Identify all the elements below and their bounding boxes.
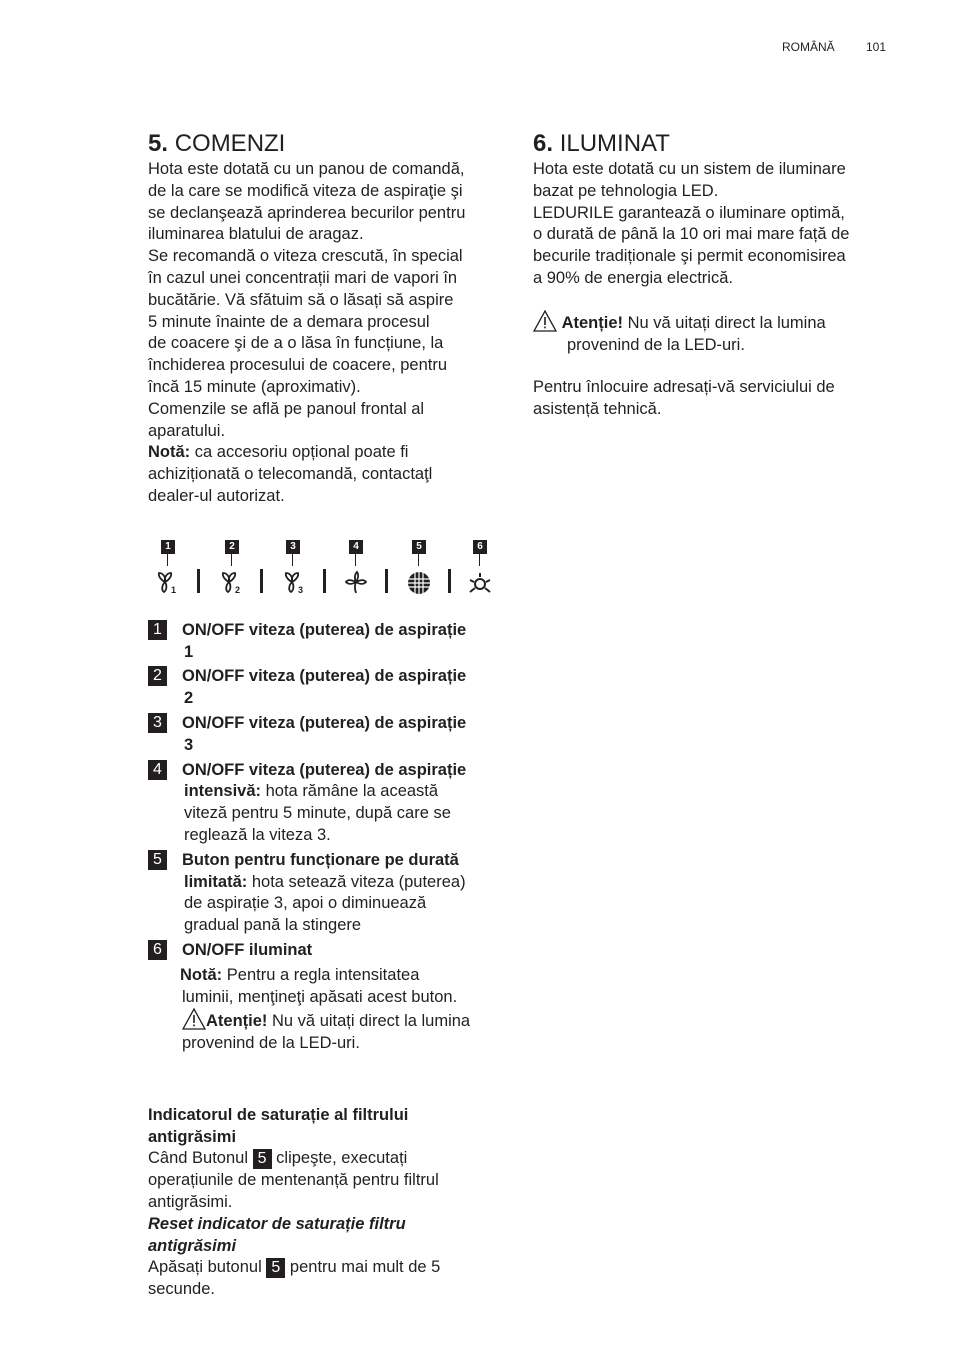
item-desc: reglează la viteza 3. bbox=[184, 825, 331, 844]
panel-leader-line bbox=[355, 554, 356, 566]
text-line: o durată de până la 10 ori mai mare față de bbox=[533, 225, 850, 244]
item-title: ON/OFF viteza (puterea) de aspirație bbox=[182, 667, 467, 686]
item-number: 3 bbox=[148, 713, 167, 733]
iluminat-intro bbox=[533, 159, 893, 290]
item-title-cont: 3 bbox=[184, 735, 194, 754]
text-span: Când Butonul bbox=[148, 1149, 253, 1168]
filter-heading: Indicatorul de saturație al filtrului bbox=[148, 1105, 409, 1124]
warning-line bbox=[533, 310, 893, 335]
item-number: 2 bbox=[148, 666, 167, 686]
filter-saturation-section bbox=[148, 1105, 508, 1301]
item-desc: de aspirație 3, apoi o diminuează bbox=[184, 894, 427, 913]
warning-text: Nu vă uitați direct la lumina bbox=[623, 313, 826, 332]
panel-divider bbox=[260, 569, 263, 593]
item-desc: viteză pentru 5 minute, după care se bbox=[184, 804, 451, 823]
panel-leader-line bbox=[231, 554, 232, 566]
text-line: bucătărie. Vă sfătuim să o lăsați să aspire bbox=[148, 290, 454, 309]
panel-divider bbox=[197, 569, 200, 593]
text-line: a 90% de energia electrică. bbox=[533, 268, 733, 287]
panel-divider bbox=[448, 569, 451, 593]
text-line: bazat pe tehnologia LED. bbox=[533, 181, 719, 200]
text-line: operațiunile de mentenanță pentru filtrul bbox=[148, 1171, 439, 1190]
item-desc: gradual pană la stingere bbox=[184, 916, 362, 935]
text-line: Se recomandă o viteza crescută, în special bbox=[148, 247, 463, 266]
svg-text:1: 1 bbox=[171, 584, 177, 595]
filter-timer-icon[interactable] bbox=[406, 570, 432, 596]
control-panel-diagram bbox=[148, 540, 508, 620]
item-title: ON/OFF iluminat bbox=[182, 940, 313, 959]
text-line bbox=[148, 1257, 508, 1279]
panel-leader-line bbox=[167, 554, 168, 566]
panel-tag: 1 bbox=[161, 540, 175, 554]
item-title-cont: limitată: bbox=[184, 872, 248, 891]
text-line: aparatului. bbox=[148, 421, 226, 440]
warning-line bbox=[180, 1008, 508, 1033]
reset-heading-cont: antigrăsimi bbox=[148, 1236, 237, 1255]
controls-list bbox=[148, 620, 508, 1055]
fan-intensive-icon[interactable] bbox=[343, 570, 369, 596]
section-title: ILUMINAT bbox=[559, 130, 670, 157]
warning-icon bbox=[533, 310, 557, 332]
panel-leader-line bbox=[418, 554, 419, 566]
text-line: LEDURILE garantează o iluminare optimă, bbox=[533, 203, 845, 222]
text-line: Pentru înlocuire adresați-vă serviciului de bbox=[533, 378, 835, 397]
item-title-cont: intensivă: bbox=[184, 782, 262, 801]
warning-text: Nu vă uitați direct la lumina bbox=[267, 1012, 471, 1031]
item-title: Buton pentru funcționare pe durată bbox=[182, 850, 459, 869]
svg-text:3: 3 bbox=[298, 584, 304, 595]
warning-text: provenind de la LED-uri. bbox=[567, 335, 745, 354]
filter-heading-cont: antigrăsimi bbox=[148, 1127, 237, 1146]
text-line: încă 15 minute (aproximativ). bbox=[148, 377, 361, 396]
text-line: de la care se modifică viteza de aspiraţie şi bbox=[148, 181, 463, 200]
warning-label: Atenție! bbox=[206, 1012, 268, 1031]
panel-tag: 2 bbox=[225, 540, 239, 554]
text-line: în cazul unei concentrații mari de vapori în bbox=[148, 268, 458, 287]
list-item bbox=[148, 666, 508, 710]
item-number: 6 bbox=[148, 940, 167, 960]
light-icon[interactable] bbox=[467, 570, 493, 596]
text-line: achiziționată o telecomandă, contactaţl bbox=[148, 465, 433, 484]
list-item bbox=[148, 760, 508, 847]
iluminat-warning bbox=[533, 310, 893, 357]
service-note bbox=[533, 377, 893, 421]
note-text: luminii, menţineţi apăsati acest buton. bbox=[182, 987, 458, 1006]
text-line bbox=[148, 1148, 508, 1170]
text-line: 5 minute înainte de a demara procesul bbox=[148, 312, 430, 331]
text-span: clipeşte, executați bbox=[271, 1149, 408, 1168]
note-text: ca accesoriu opțional poate fi bbox=[190, 443, 409, 462]
button-5-ref: 5 bbox=[266, 1258, 285, 1278]
note-text: Pentru a regla intensitatea bbox=[222, 965, 420, 984]
header-language: ROMÂNĂ bbox=[781, 40, 835, 54]
list-item bbox=[148, 713, 508, 757]
section-heading-iluminat bbox=[533, 130, 893, 158]
panel-leader-line bbox=[479, 554, 480, 566]
warning-label: Atenție! bbox=[561, 313, 624, 332]
item6-note bbox=[148, 965, 508, 1055]
item-number: 5 bbox=[148, 850, 167, 870]
fan-speed-2-icon[interactable] bbox=[218, 570, 244, 596]
item-title-cont: 2 bbox=[184, 689, 194, 708]
text-line: iluminarea blatului de aragaz. bbox=[148, 225, 364, 244]
list-item bbox=[148, 940, 508, 962]
text-line: Hota este dotată cu un sistem de iluminare bbox=[533, 160, 846, 178]
section-number: 6. bbox=[533, 130, 554, 157]
text-line: asistență tehnică. bbox=[533, 400, 662, 419]
warning-text: provenind de la LED-uri. bbox=[182, 1034, 360, 1053]
item-title: ON/OFF viteza (puterea) de aspirație bbox=[182, 713, 467, 732]
section-heading-comenzi bbox=[148, 130, 508, 158]
panel-tag: 4 bbox=[349, 540, 363, 554]
text-line: Comenzile se află pe panoul frontal al bbox=[148, 399, 425, 418]
item-title: ON/OFF viteza (puterea) de aspirație bbox=[182, 760, 467, 779]
item-title: ON/OFF viteza (puterea) de aspirație bbox=[182, 620, 467, 639]
panel-divider bbox=[385, 569, 388, 593]
text-line: închiderea procesului de coacere, pentru bbox=[148, 356, 448, 375]
text-line: antigrăsimi. bbox=[148, 1193, 233, 1212]
item-title-cont: 1 bbox=[184, 642, 194, 661]
reset-heading: Reset indicator de saturație filtru bbox=[148, 1214, 406, 1233]
item-number: 1 bbox=[148, 620, 167, 640]
fan-speed-3-icon[interactable] bbox=[281, 570, 307, 596]
text-line: dealer-ul autorizat. bbox=[148, 486, 285, 505]
text-line: de coacere şi de a o lăsa în funcțiune, la bbox=[148, 334, 444, 353]
section-title: COMENZI bbox=[174, 130, 286, 157]
panel-tag: 6 bbox=[473, 540, 487, 554]
text-span: pentru mai mult de 5 bbox=[285, 1258, 441, 1277]
page-number: 101 bbox=[865, 40, 886, 54]
comenzi-intro bbox=[148, 159, 508, 508]
list-item bbox=[148, 850, 508, 937]
text-line bbox=[148, 442, 508, 464]
button-5-ref: 5 bbox=[253, 1149, 272, 1169]
item-desc: hota setează viteza (puterea) bbox=[247, 872, 466, 891]
panel-tag: 5 bbox=[412, 540, 426, 554]
note-label: Notă: bbox=[148, 443, 191, 462]
note-label: Notă: bbox=[180, 965, 223, 984]
section-iluminat bbox=[533, 130, 893, 421]
text-line: Hota este dotată cu un panou de comandă, bbox=[148, 160, 465, 178]
panel-divider bbox=[323, 569, 326, 593]
text-line: becurile tradiționale şi permit economisirea bbox=[533, 247, 846, 266]
svg-text:2: 2 bbox=[235, 584, 241, 595]
panel-leader-line bbox=[292, 554, 293, 566]
text-line: secunde. bbox=[148, 1280, 215, 1299]
warning-icon bbox=[182, 1008, 206, 1030]
list-item bbox=[148, 620, 508, 664]
item-number: 4 bbox=[148, 760, 167, 780]
section-number: 5. bbox=[148, 130, 169, 157]
section-comenzi bbox=[148, 130, 508, 1301]
panel-tag: 3 bbox=[286, 540, 300, 554]
page-header bbox=[782, 40, 886, 54]
text-line: se declanşează aprinderea becurilor pentru bbox=[148, 203, 466, 222]
text-span: Apăsați butonul bbox=[148, 1258, 267, 1277]
fan-speed-1-icon[interactable] bbox=[154, 570, 180, 596]
item-desc: hota rămâne la această bbox=[261, 782, 439, 801]
